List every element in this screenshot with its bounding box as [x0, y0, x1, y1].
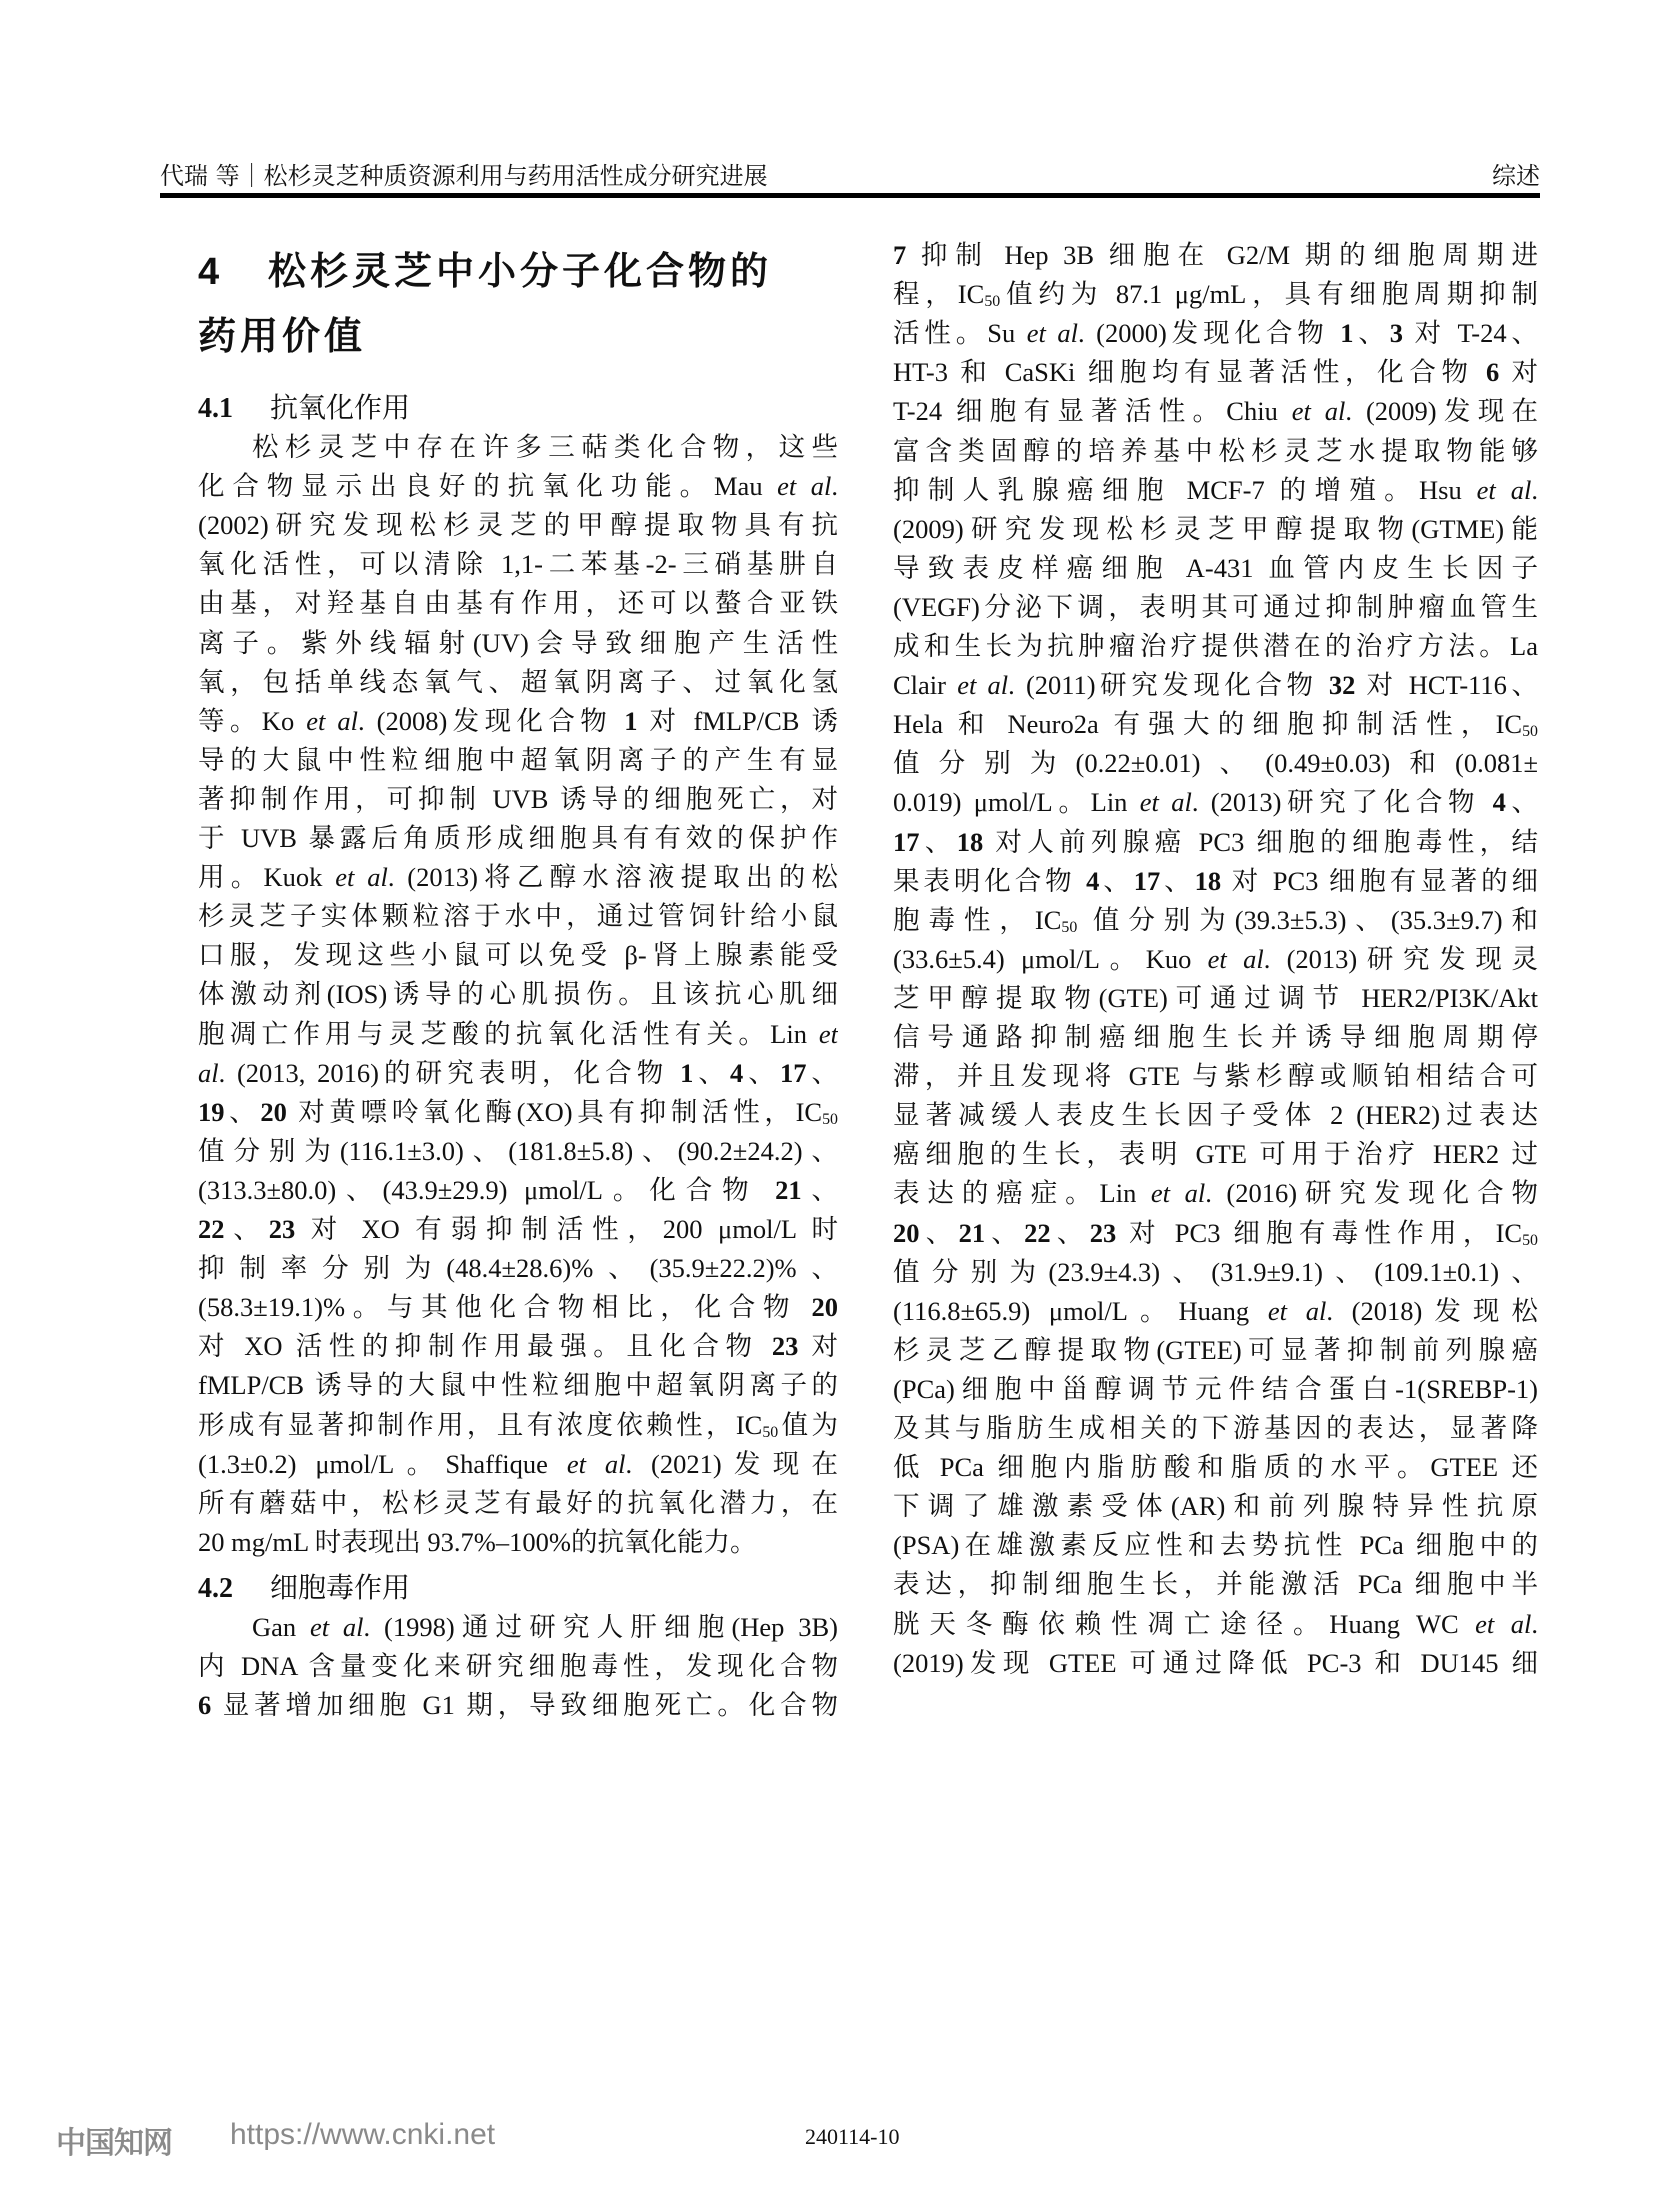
text-line: 松杉灵芝中存在许多三萜类化合物，这些	[252, 432, 838, 462]
text-line: (2002)研究发现松杉灵芝的甲醇提取物具有抗	[198, 510, 838, 541]
text-line: 内 DNA 含量变化来研究细胞毒性，发现化合物	[198, 1651, 838, 1681]
text-line: 著抑制作用，可抑制 UVB 诱导的细胞死亡，对	[198, 783, 838, 814]
text-line: 0.019) μmol/L。Lin et al. (2013)研究了化合物 4、	[893, 787, 1538, 818]
text-line: 氧，包括单线态氧气、超氧阴离子、过氧化氢	[198, 666, 838, 697]
text-line: 17、18 对人前列腺癌 PC3 细胞的细胞毒性，结	[893, 826, 1538, 857]
text-line: 滞，并且发现将 GTE 与紫杉醇或顺铂相结合可	[893, 1061, 1538, 1092]
text-line: 形成有显著抑制作用，且有浓度依赖性，$IC_{50}$值为	[198, 1409, 838, 1441]
text-line: (2009)研究发现松杉灵芝甲醇提取物(GTME)能	[893, 513, 1538, 544]
text-line: 对 XO 活性的抑制作用最强。且化合物 23 对	[198, 1331, 838, 1362]
section-heading	[198, 240, 858, 295]
running-header	[160, 156, 1540, 192]
cnki-logo: 中国知网	[56, 2126, 172, 2161]
subsection-title: 细胞毒作用	[270, 1570, 411, 1604]
text-line: 口服，发现这些小鼠可以免受 β-肾上腺素能受	[198, 940, 838, 971]
text-line: 果表明化合物 4、17、18 对 PC3 细胞有显著的细	[893, 865, 1538, 896]
text-line: 20 mg/mL 时表现出 93.7%–100%的抗氧化能力。	[198, 1526, 757, 1557]
text-line: 表达的癌症。Lin et al. (2016)研究发现化合物	[893, 1178, 1538, 1209]
text-line: 值分别为(0.22±0.01)、(0.49±0.03)和(0.081±	[893, 748, 1538, 779]
text-line: 所有蘑菇中，松杉灵芝有最好的抗氧化潜力，在	[198, 1487, 838, 1518]
text-line: (116.8±65.9) μmol/L。Huang et al. (2018)发现松	[893, 1295, 1538, 1326]
text-line: Hela 和 Neuro2a 有强大的细胞抑制活性，$IC_{50}$	[893, 709, 1538, 741]
text-line: 值分别为(23.9±4.3)、(31.9±9.1)、(109.1±0.1)、	[893, 1256, 1538, 1287]
text-line: 等。Ko et al. (2008)发现化合物 1 对 fMLP/CB 诱	[198, 705, 838, 736]
text-line: 芝甲醇提取物(GTE)可通过调节 HER2/PI3K/Akt	[893, 982, 1538, 1013]
text-line: 19、20 对黄嘌呤氧化酶(XO)具有抑制活性，$IC_{50}$	[198, 1096, 838, 1128]
subsection-number: 4.2	[198, 1572, 233, 1604]
text-line: 由基，对羟基自由基有作用，还可以螯合亚铁	[198, 588, 838, 619]
section-tag: 综述	[1492, 162, 1540, 190]
text-line: 杉灵芝乙醇提取物(GTEE)可显著抑制前列腺癌	[893, 1334, 1538, 1365]
text-line: (33.6±5.4) μmol/L。Kuo et al. (2013)研究发现灵	[893, 943, 1538, 974]
text-line: 抑制率分别为(48.4±28.6)%、(35.9±22.2)%、	[198, 1253, 838, 1284]
text-line: (PCa)细胞中甾醇调节元件结合蛋白-1(SREBP-1)	[893, 1373, 1538, 1404]
text-line: 富含类固醇的培养基中松杉灵芝水提取物能够	[893, 435, 1538, 466]
text-line: 表达，抑制细胞生长，并能激活 PCa 细胞中半	[893, 1569, 1538, 1600]
text-line: 成和生长为抗肿瘤治疗提供潜在的治疗方法。La	[893, 631, 1538, 661]
text-line: 下调了雄激素受体(AR)和前列腺特异性抗原	[893, 1491, 1538, 1522]
text-line: al. (2013, 2016)的研究表明，化合物 1、4、17、	[198, 1057, 838, 1088]
text-line: 化合物显示出良好的抗氧化功能。Mau et al.	[198, 471, 838, 502]
text-line: 于 UVB 暴露后角质形成细胞具有有效的保护作	[198, 823, 838, 853]
text-line: Clair et al. (2011)研究发现化合物 32 对 HCT-116、	[893, 670, 1538, 701]
text-line: 用。Kuok et al. (2013)将乙醇水溶液提取出的松	[198, 862, 838, 893]
text-line: 及其与脂肪生成相关的下游基因的表达，显著降	[893, 1413, 1538, 1443]
text-line: 体激动剂(IOS)诱导的心肌损伤。且该抗心肌细	[198, 979, 838, 1010]
section-heading-cont	[198, 305, 858, 360]
subsection-title: 抗氧化作用	[270, 391, 411, 424]
text-line: 程，$IC_{50}$值约为 87.1 μg/mL，具有细胞周期抑制	[893, 279, 1538, 311]
section-number: 4	[198, 251, 224, 293]
text-line: 胱天冬酶依赖性凋亡途径。Huang WC et al.	[893, 1608, 1538, 1639]
text-line: 胞凋亡作用与灵芝酸的抗氧化活性有关。Lin et	[198, 1018, 838, 1049]
section-title-line2: 药用价值	[198, 314, 367, 358]
text-line: 氧化活性，可以清除 1,1-二苯基-2-三硝基肼自	[198, 549, 838, 580]
header-rule	[160, 193, 1540, 198]
text-line: 信号通路抑制癌细胞生长并诱导细胞周期停	[893, 1022, 1538, 1052]
text-line: HT-3 和 CaSKi 细胞均有显著活性，化合物 6 对	[893, 357, 1538, 388]
text-line: 导致表皮样癌细胞 A-431 血管内皮生长因子	[893, 552, 1538, 583]
text-line: 离子。紫外线辐射(UV)会导致细胞产生活性	[198, 627, 838, 658]
text-line: 值分别为(116.1±3.0)、(181.8±5.8)、(90.2±24.2)、	[198, 1135, 838, 1166]
page-id: 240114-10	[805, 2124, 900, 2149]
text-line: (1.3±0.2) μmol/L。Shaffique et al. (2021)发现在	[198, 1448, 838, 1479]
text-line: T-24 细胞有显著活性。Chiu et al. (2009)发现在	[893, 396, 1538, 427]
text-line: (VEGF)分泌下调，表明其可通过抑制肿瘤血管生	[893, 591, 1538, 622]
section-title-line1: 松杉灵芝中小分子化合物的	[268, 249, 773, 293]
text-line: 抑制人乳腺癌细胞 MCF-7 的增殖。Hsu et al.	[893, 474, 1538, 505]
text-line: (313.3±80.0)、(43.9±29.9) μmol/L。化合物 21、	[198, 1174, 838, 1205]
text-line: 癌细胞的生长，表明 GTE 可用于治疗 HER2 过	[893, 1139, 1538, 1170]
text-line: 胞毒性，$IC_{50}$ 值分别为(39.3±5.3)、(35.3±9.7)和	[893, 904, 1538, 936]
text-line: (2019)发现 GTEE 可通过降低 PC-3 和 DU145 细	[893, 1647, 1538, 1678]
subsection-heading-4-1	[198, 386, 410, 426]
text-line: 7 抑制 Hep 3B 细胞在 G2/M 期的细胞周期进	[893, 240, 1538, 270]
cnki-url-link[interactable]: https://www.cnki.net	[230, 2118, 496, 2151]
text-line: 杉灵芝子实体颗粒溶于水中，通过管饲针给小鼠	[198, 901, 838, 932]
text-line: fMLP/CB 诱导的大鼠中性粒细胞中超氧阴离子的	[198, 1370, 838, 1401]
running-title: 代瑞 等｜松杉灵芝种质资源利用与药用活性成分研究进展	[160, 162, 768, 190]
text-line: 6 显著增加细胞 G1 期，导致细胞死亡。化合物	[198, 1690, 838, 1721]
text-line: 低 PCa 细胞内脂肪酸和脂质的水平。GTEE 还	[893, 1452, 1538, 1483]
text-line: 20、21、22、23 对 PC3 细胞有毒性作用，$IC_{50}$	[893, 1217, 1538, 1249]
subsection-number: 4.1	[198, 393, 233, 424]
subsection-heading-4-2	[198, 1566, 410, 1606]
text-line: (58.3±19.1)%。与其他化合物相比，化合物 20	[198, 1292, 838, 1323]
text-line: 22、23 对 XO 有弱抑制活性，200 μmol/L 时	[198, 1214, 838, 1244]
text-line: 导的大鼠中性粒细胞中超氧阴离子的产生有显	[198, 744, 838, 775]
text-line: (PSA)在雄激素反应性和去势抗性 PCa 细胞中的	[893, 1530, 1538, 1561]
text-line: Gan et al. (1998)通过研究人肝细胞(Hep 3B)	[252, 1611, 838, 1642]
text-line: 显著减缓人表皮生长因子受体 2 (HER2)过表达	[893, 1100, 1538, 1131]
text-line: 活性。Su et al. (2000)发现化合物 1、3 对 T-24、	[893, 318, 1538, 349]
